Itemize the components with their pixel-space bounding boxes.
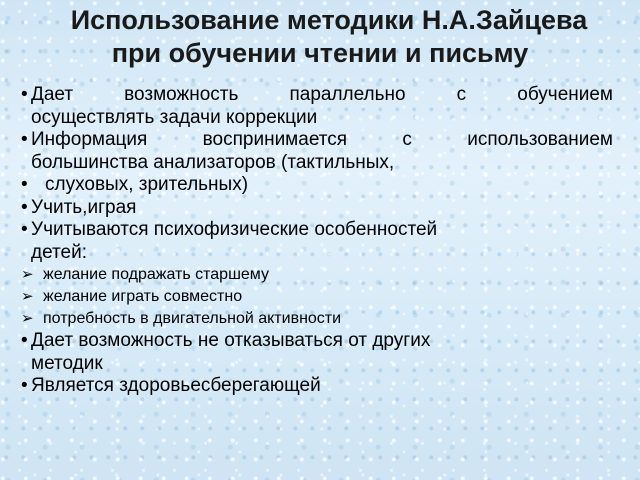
arrow-bullet-icon: ➢ <box>21 310 34 327</box>
bullet-item <box>21 375 613 398</box>
bullet-item <box>21 196 613 220</box>
bullet-text: Является здоровьесберегающей <box>31 375 321 396</box>
sub-item-text: потребность в двигательной активности <box>43 310 342 327</box>
bullet-dot-icon: • <box>21 219 28 240</box>
slide-title <box>0 4 640 70</box>
bullet-item <box>21 84 613 129</box>
bullet-item <box>21 129 613 174</box>
sub-list-item <box>21 308 613 330</box>
sub-item-text: желание играть совместно <box>43 288 243 305</box>
bullet-text: слуховых, зрительных) <box>45 174 249 195</box>
bullet-dot-icon: • <box>21 375 28 396</box>
bullet-text-line: методик <box>31 352 103 374</box>
bullet-text-line: Дает возможность не отказываться от других <box>31 330 431 351</box>
sub-list-item <box>21 286 613 308</box>
sub-item-text: желание подражать старшему <box>43 266 269 283</box>
bullet-list <box>21 84 613 398</box>
title-line-2: при обучении чтении и письму <box>111 38 529 68</box>
bullet-dot-icon: • <box>21 330 28 351</box>
bullet-item <box>21 174 613 197</box>
arrow-bullet-icon: ➢ <box>21 266 34 283</box>
bullet-text-line: осуществлять задачи коррекции <box>31 106 318 128</box>
arrow-bullet-icon: ➢ <box>21 288 34 305</box>
bullet-text-line: детей: <box>31 241 87 263</box>
bullet-dot-icon: • <box>21 174 28 195</box>
bullet-text-line: Учитываются психофизические особенностей <box>31 219 438 240</box>
bullet-item <box>21 330 613 375</box>
bullet-item <box>21 219 613 264</box>
bullet-dot-icon: • <box>21 84 28 105</box>
bullet-text-line: Дает возможность параллельно с обучением <box>31 84 613 105</box>
bullet-dot-icon: • <box>21 129 28 150</box>
bullet-text-line: большинства анализаторов (тактильных, <box>31 151 395 173</box>
title-line-1: Использование методики Н.А.Зайцева <box>70 5 588 35</box>
bullet-text: Учить,играя <box>31 196 137 218</box>
sub-list-item <box>21 264 613 286</box>
bullet-dot-icon: • <box>21 196 28 218</box>
bullet-text-line: Информация воспринимается с использованием <box>31 129 613 150</box>
